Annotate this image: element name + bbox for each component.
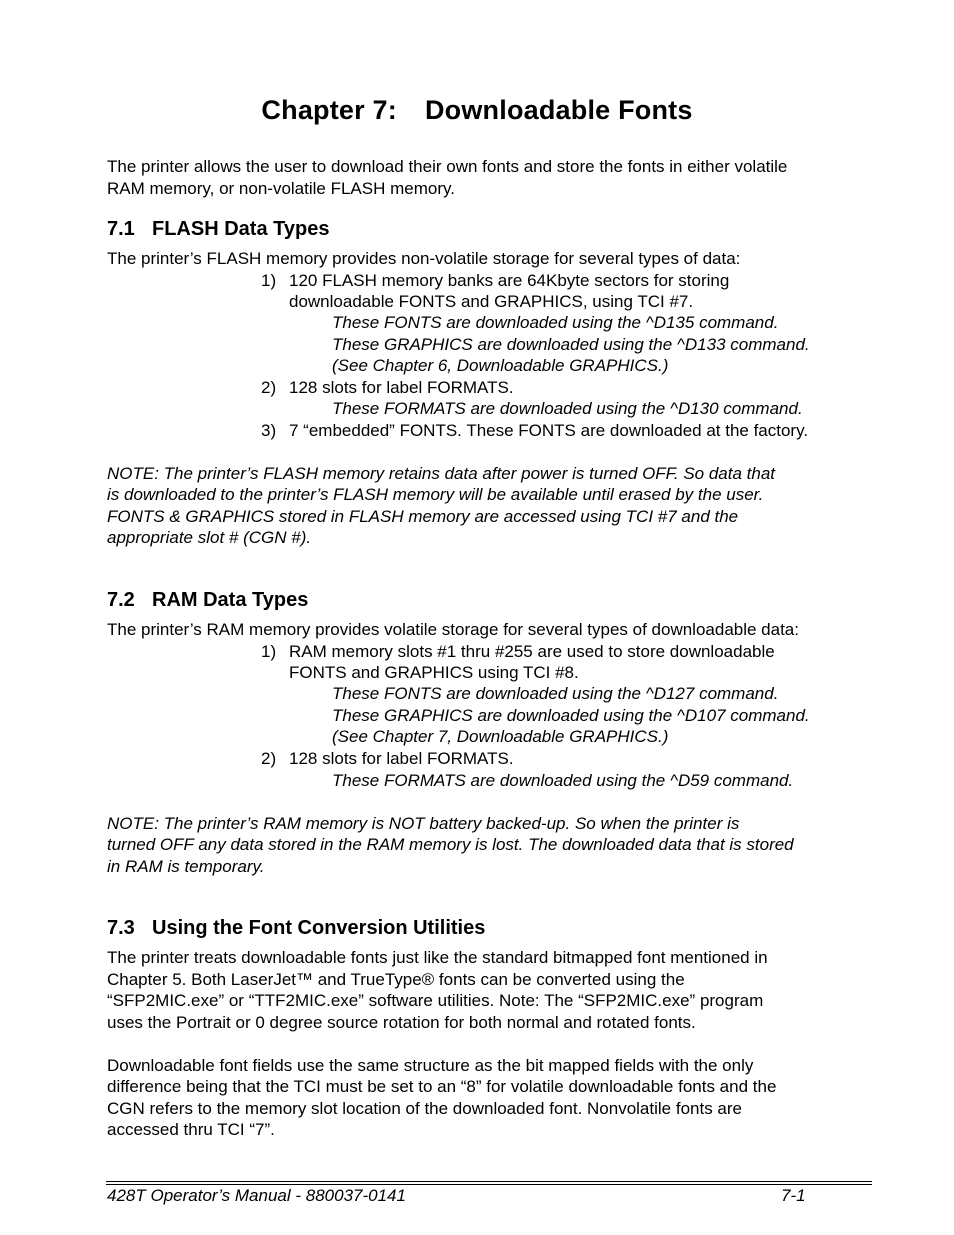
note-line: in RAM is temporary. xyxy=(107,857,265,876)
chapter-name: Downloadable Fonts xyxy=(424,95,693,125)
footer-rule xyxy=(106,1181,872,1182)
list-text-continuation: FONTS and GRAPHICS using TCI #8. xyxy=(289,663,579,682)
list-note: These GRAPHICS are downloaded using the ^D133 command. xyxy=(332,335,810,354)
note-line: appropriate slot # (CGN #). xyxy=(107,528,312,547)
section-heading-7-2 xyxy=(107,589,308,612)
paragraph-line: accessed thru TCI “7”. xyxy=(107,1120,275,1139)
paragraph-line: CGN refers to the memory slot location of the downloaded font. Nonvolatile fonts are xyxy=(107,1099,742,1118)
paragraph-line: uses the Portrait or 0 degree source rotation for both normal and rotated fonts. xyxy=(107,1013,696,1032)
footer-page-number: 7-1 xyxy=(781,1186,806,1205)
list-item xyxy=(261,748,514,770)
note-line: FONTS & GRAPHICS stored in FLASH memory are accessed using TCI #7 and the xyxy=(107,507,739,526)
list-note: These FORMATS are downloaded using the ^D130 command. xyxy=(332,399,803,418)
list-number: 2) xyxy=(261,749,277,768)
list-note: (See Chapter 7, Downloadable GRAPHICS.) xyxy=(332,727,669,746)
paragraph-line: difference being that the TCI must be set to an “8” for volatile downloadable fonts and the xyxy=(107,1077,777,1096)
note-line: NOTE: The printer’s FLASH memory retains data after power is turned OFF. So data that xyxy=(107,464,776,483)
section-lead: The printer’s FLASH memory provides non-volatile storage for several types of data: xyxy=(107,249,741,268)
paragraph-line: Chapter 5. Both LaserJet™ and TrueType® fonts can be converted using the xyxy=(107,970,685,989)
chapter-number: Chapter 7: xyxy=(261,95,397,125)
list-text: 7 “embedded” FONTS. These FONTS are downloaded at the factory. xyxy=(289,421,809,440)
footer-manual-title: 428T Operator’s Manual - 880037-0141 xyxy=(107,1186,406,1205)
list-number: 1) xyxy=(261,642,277,661)
list-note: These GRAPHICS are downloaded using the ^D107 command. xyxy=(332,706,810,725)
intro-line-1: The printer allows the user to download their own fonts and store the fonts in either volatile xyxy=(107,157,788,176)
list-text-continuation: downloadable FONTS and GRAPHICS, using TCI #7. xyxy=(289,292,694,311)
section-title: RAM Data Types xyxy=(152,589,309,611)
section-number: 7.1 xyxy=(107,218,135,240)
list-note: These FORMATS are downloaded using the ^D59 command. xyxy=(332,771,794,790)
list-item xyxy=(261,641,775,663)
list-item xyxy=(261,420,808,442)
section-number: 7.3 xyxy=(107,917,135,939)
section-title: Using the Font Conversion Utilities xyxy=(152,917,486,939)
list-text: 120 FLASH memory banks are 64Kbyte sectors for storing xyxy=(289,271,730,290)
intro-line-2: RAM memory, or non-volatile FLASH memory. xyxy=(107,179,455,198)
note-line: NOTE: The printer’s RAM memory is NOT battery backed-up. So when the printer is xyxy=(107,814,740,833)
section-lead: The printer’s RAM memory provides volatile storage for several types of downloadable data: xyxy=(107,620,799,639)
chapter-title xyxy=(0,95,954,126)
list-note: These FONTS are downloaded using the ^D135 command. xyxy=(332,313,779,332)
list-text: 128 slots for label FORMATS. xyxy=(289,749,514,768)
paragraph-line: Downloadable font fields use the same structure as the bit mapped fields with the only xyxy=(107,1056,754,1075)
list-text: RAM memory slots #1 thru #255 are used to store downloadable xyxy=(289,642,775,661)
list-number: 2) xyxy=(261,378,277,397)
list-text: 128 slots for label FORMATS. xyxy=(289,378,514,397)
list-number: 3) xyxy=(261,421,277,440)
list-note: These FONTS are downloaded using the ^D127 command. xyxy=(332,684,779,703)
section-title: FLASH Data Types xyxy=(152,218,330,240)
list-item xyxy=(261,377,514,399)
paragraph-line: The printer treats downloadable fonts just like the standard bitmapped font mentioned in xyxy=(107,948,768,967)
list-item xyxy=(261,270,729,292)
section-number: 7.2 xyxy=(107,589,135,611)
paragraph-line: “SFP2MIC.exe” or “TTF2MIC.exe” software utilities. Note: The “SFP2MIC.exe” program xyxy=(107,991,764,1010)
list-note: (See Chapter 6, Downloadable GRAPHICS.) xyxy=(332,356,669,375)
note-line: turned OFF any data stored in the RAM memory is lost. The downloaded data that is stored xyxy=(107,835,794,854)
note-line: is downloaded to the printer’s FLASH memory will be available until erased by the user. xyxy=(107,485,764,504)
footer-rule xyxy=(106,1184,872,1185)
section-heading-7-1 xyxy=(107,218,329,241)
list-number: 1) xyxy=(261,271,277,290)
section-heading-7-3 xyxy=(107,917,485,940)
